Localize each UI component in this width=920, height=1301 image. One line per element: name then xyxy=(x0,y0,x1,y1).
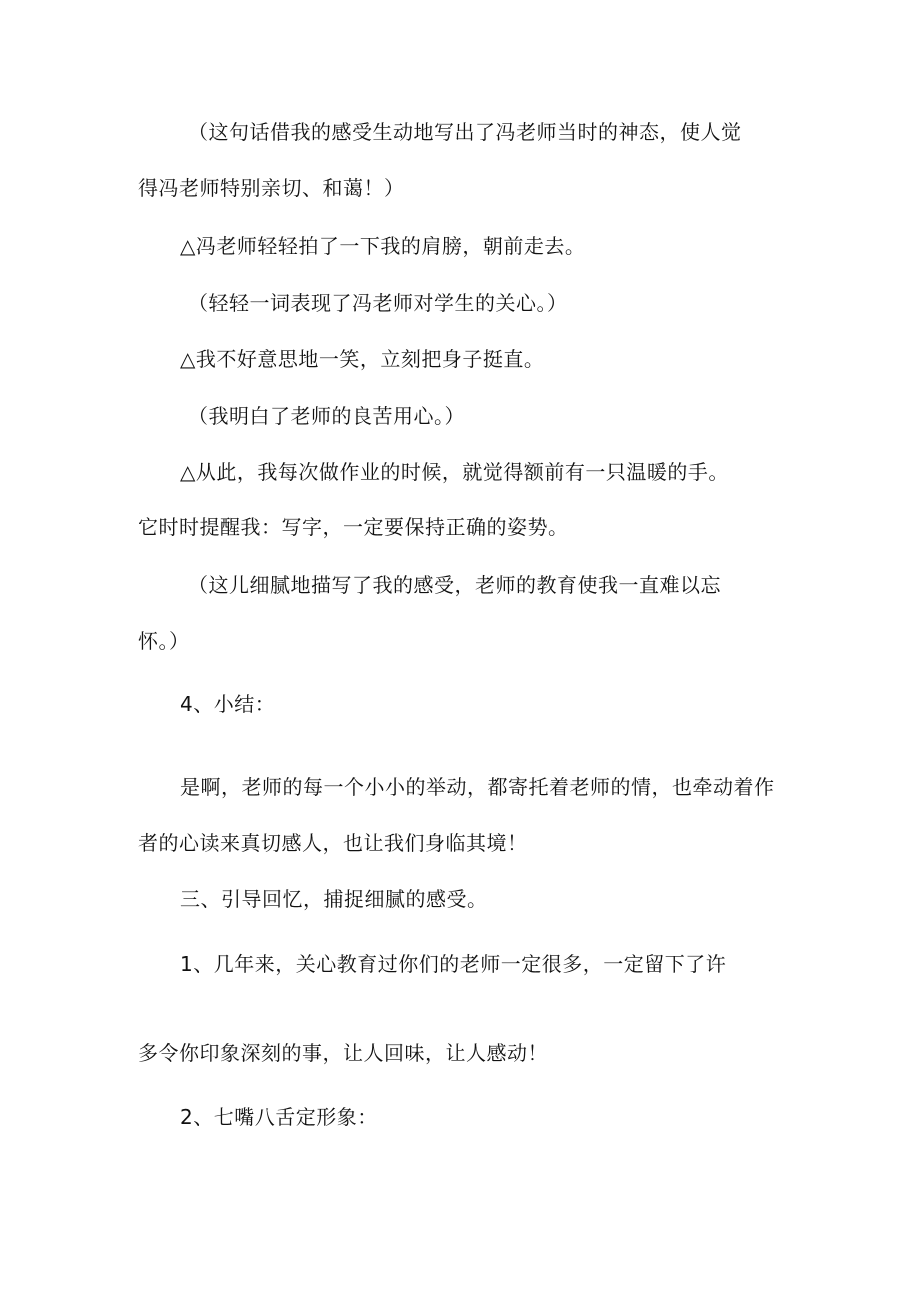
paragraph-line: 多令你印象深刻的事，让人回味，让人感动！ xyxy=(138,1041,548,1065)
paragraph-line: 1、几年来，关心教育过你们的老师一定很多，一定留下了许 xyxy=(180,952,727,976)
paragraph-line: （轻轻一词表现了冯老师对学生的关心。） xyxy=(188,291,568,315)
section-heading: 2、七嘴八舌定形象： xyxy=(180,1105,378,1129)
paragraph-line: 得冯老师特别亲切、和蔼！） xyxy=(138,176,405,200)
section-heading: 三、引导回忆，捕捉细腻的感受。 xyxy=(180,887,488,911)
section-heading: 4、小结： xyxy=(180,692,276,716)
paragraph-line: （这儿细腻地描写了我的感受，老师的教育使我一直难以忘 xyxy=(188,573,721,597)
paragraph-line: 是啊，老师的每一个小小的举动，都寄托着老师的情，也牵动着作 xyxy=(180,775,775,799)
paragraph-line: （我明白了老师的良苦用心。） xyxy=(188,404,465,428)
paragraph-line: 者的心读来真切感人，也让我们身临其境！ xyxy=(138,831,528,855)
paragraph-line: 怀。） xyxy=(138,629,190,653)
paragraph-line: 它时时提醒我：写字，一定要保持正确的姿势。 xyxy=(138,515,569,539)
paragraph-line: △我不好意思地一笑，立刻把身子挺直。 xyxy=(180,347,545,371)
paragraph-line: （这句话借我的感受生动地写出了冯老师当时的神态，使人觉 xyxy=(188,120,742,144)
paragraph-line: △冯老师轻轻拍了一下我的肩膀，朝前走去。 xyxy=(180,234,586,258)
paragraph-line: △从此，我每次做作业的时候，就觉得额前有一只温暖的手。 xyxy=(180,460,729,484)
